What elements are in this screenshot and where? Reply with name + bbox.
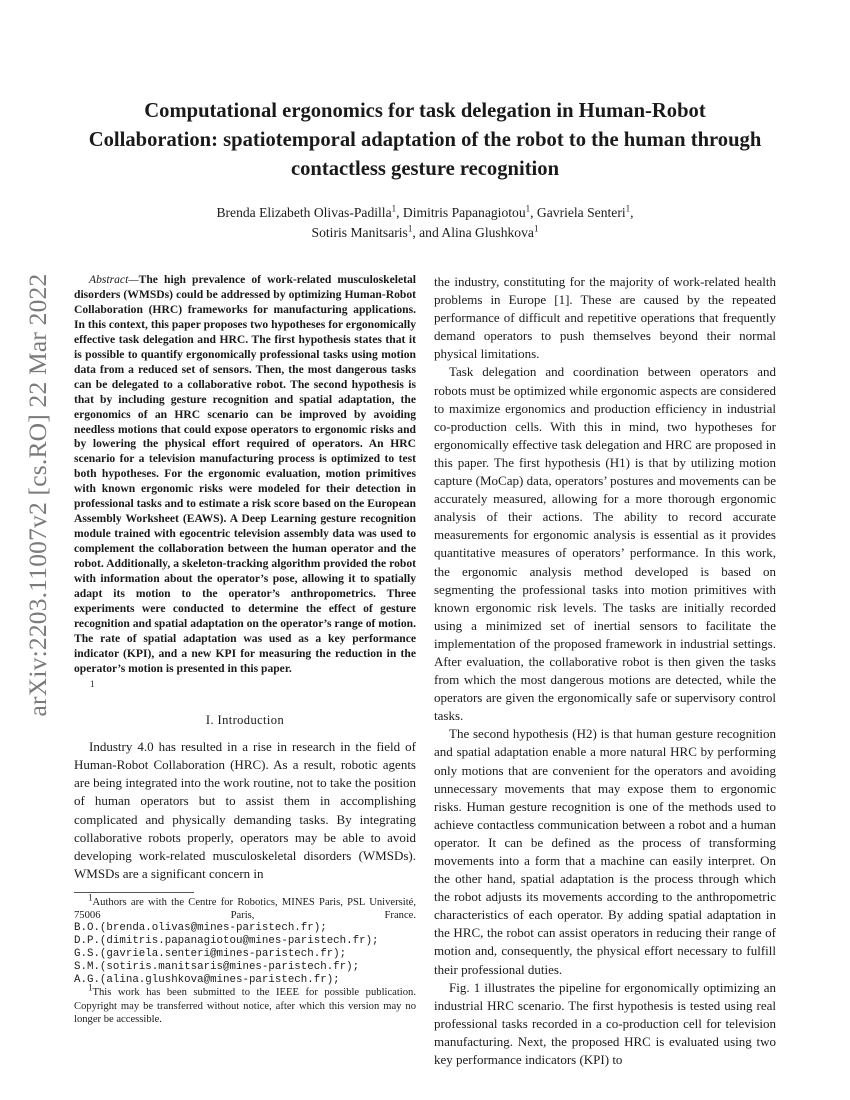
author-separator: , [630, 205, 634, 220]
author-name: Dimitris Papanagiotou [402, 205, 526, 220]
author-affiliation: 1 [391, 203, 397, 214]
author-separator: , [396, 205, 403, 220]
author-name: Brenda Elizabeth Olivas-Padilla [216, 205, 392, 220]
footnote-ieee-text: This work has been submitted to the IEEE for possible publication. Copyright may be transferred without notice, after which this version may no longer be accessible. [74, 987, 416, 1025]
footnote-affiliation [74, 892, 416, 922]
footnote-affiliation-text: Authors are with the Centre for Robotics, MINES Paris, PSL Université, 75006 Paris, France. [74, 897, 416, 922]
footnote-mark: 1 [88, 892, 93, 903]
footnote-ieee-notice [74, 982, 416, 1026]
author-email: S.M.(sotiris.manitsaris@mines-paristech.fr); [74, 960, 360, 973]
body-paragraph: the industry, constituting for the majority of work-related health problems in Europe [1]. These are caused by the repeated performance of difficult and repetitive operations that frequently demand operators to push themselves beyond their normal physical limitations. [434, 274, 776, 362]
body-paragraph: The second hypothesis (H2) is that human gesture recognition and spatial adaptation enable a more natural HRC by performing only motions that are convenient for the operators and avoiding unnecessary movements that may expose them to ergonomic risks. Human gesture recognition is one of the methods used to achieve contactless communication between a robot and a human operator. It can be defined as the process of transforming movements into a form that a machine can easily interpret. On the other hand, spatial adaptation is the process through which the robot adjusts its movements according to the anthropometric characteristics of each operator. By adding spatial adaptation in the HRC, the robot can assist operators in reducing their range of motion and, consequently, the physical effort necessary to fulfill their professional duties. [434, 726, 776, 977]
author-name: Sotiris Manitsaris [311, 225, 408, 240]
author-separator: , [530, 205, 537, 220]
abstract-footnote-mark: 1 [90, 678, 95, 689]
author-affiliation: 1 [625, 203, 631, 214]
body-paragraph: Fig. 1 illustrates the pipeline for ergonomically optimizing an industrial HRC scenario. The first hypothesis is tested using real professional tasks recorded in a co-production cell for television manufacturing. Next, the proposed HRC is evaluated using two key performance indicators (KPI) to [434, 979, 776, 1068]
author-affiliation: 1 [407, 223, 413, 234]
footnote-emails [74, 922, 416, 986]
author-affiliation: 1 [533, 223, 539, 234]
body-paragraph: Task delegation and coordination between operators and robots must be optimized while ergonomic aspects are considered to maximize ergonomics and production efficiency in industrial co-production cells. With this in mind, two hypotheses for ergonomically effective task delegation and HRC are proposed in this paper. The first hypothesis (H1) is that by utilizing motion capture (MoCap) data, operators’ postures and movements can be accurately measured, allowing for a more thorough ergonomic analysis of their actions. The ability to record accurate measurements for ergonomic analysis is essential as it provides quantitative measures of operators’ performance. In this work, the ergonomic analysis method developed is based on segmenting the professional tasks into motion primitives with known ergonomic risk levels. The tasks are initially recorded using a minimized set of inertial sensors to facilitate the implementation of the proposed framework in industrial settings. After evaluation, the collaborative robot is then given the tasks from which the most dangerous motions are detected, while the operators are given the ergonomically safe or supervisory control tasks. [434, 364, 776, 724]
right-column [434, 273, 776, 1069]
arxiv-identifier-stamp [18, 273, 58, 717]
author-affiliation: 1 [525, 203, 531, 214]
author-name: Gavriela Senteri [536, 205, 626, 220]
section-heading-introduction: I. Introduction [205, 712, 285, 727]
abstract-text: The high prevalence of work-related musculoskeletal disorders (WMSDs) could be addressed by optimizing Human-Robot Collaboration (HRC) frameworks for manufacturing applications. In this context, this paper proposes two hypotheses for ergonomically effective task delegation and HRC. The first hypothesis states that it is possible to quantify ergonomically professional tasks using motion data from a reduced set of sensors. Then, the most dangerous tasks can be delegated to a collaborative robot. The second hypothesis is that by including gesture recognition and spatial adaptation, the ergonomics of an HRC scenario can be improved by avoiding needless motions that could expose operators to ergonomic risks and by lowering the physical effort required of operators. An HRC scenario for a television manufacturing process is optimized to test both hypotheses. For the ergonomic evaluation, motion primitives with known ergonomic risks were modeled for their detection in professional tasks and to estimate a risk score based on the European Assembly Worksheet (EAWS). A Deep Learning gesture recognition module trained with egocentric television assembly data was used to complement the collaboration between the human operator and the robot. Additionally, a skeleton-tracking algorithm provided the robot with information about the operator’s pose, allowing it to spatially adapt its motion to the operator’s anthropometrics. Three experiments were conducted to determine the effect of gesture recognition and spatial adaptation on the operator’s range of motion. The rate of spatial adaptation was used as a key performance indicator (KPI), and a new KPI for measuring the reduction in the operator’s motion is presented in this paper. [74, 273, 416, 675]
author-list [120, 203, 730, 243]
abstract-label: Abstract— [89, 273, 139, 286]
author-separator: , and [412, 225, 442, 240]
author-name: Alina Glushkova [441, 225, 534, 240]
author-email: A.G.(alina.glushkova@mines-paristech.fr); [74, 973, 340, 986]
paper-title: Computational ergonomics for task delegation in Human-Robot Collaboration: spatiotemporal adaptation of the robot to the human through contactless gesture recognition [88, 100, 762, 180]
footnote-mark: 1 [88, 982, 93, 993]
abstract [74, 273, 416, 677]
footnotes [74, 892, 416, 1026]
author-email: B.O.(brenda.olivas@mines-paristech.fr); [74, 922, 327, 935]
author-email: G.S.(gavriela.senteri@mines-paristech.fr); [74, 948, 347, 960]
left-column [74, 273, 416, 883]
author-email: D.P.(dimitris.papanagiotou@mines-paristech.fr); [74, 935, 379, 948]
intro-paragraph: Industry 4.0 has resulted in a rise in research in the field of Human-Robot Collaboration (HRC). As a result, robotic agents are being integrated into the work routine, not to take the position of human operators but to assist them in accomplishing complicated and physically demanding tasks. By integrating collaborative robots properly, operators may be able to avoid developing work-related musculoskeletal disorders (WMSDs). WMSDs are a significant concern in [74, 739, 416, 881]
arxiv-identifier-text: arXiv:2203.11007v2 [cs.RO] 22 Mar 2022 [23, 273, 52, 717]
